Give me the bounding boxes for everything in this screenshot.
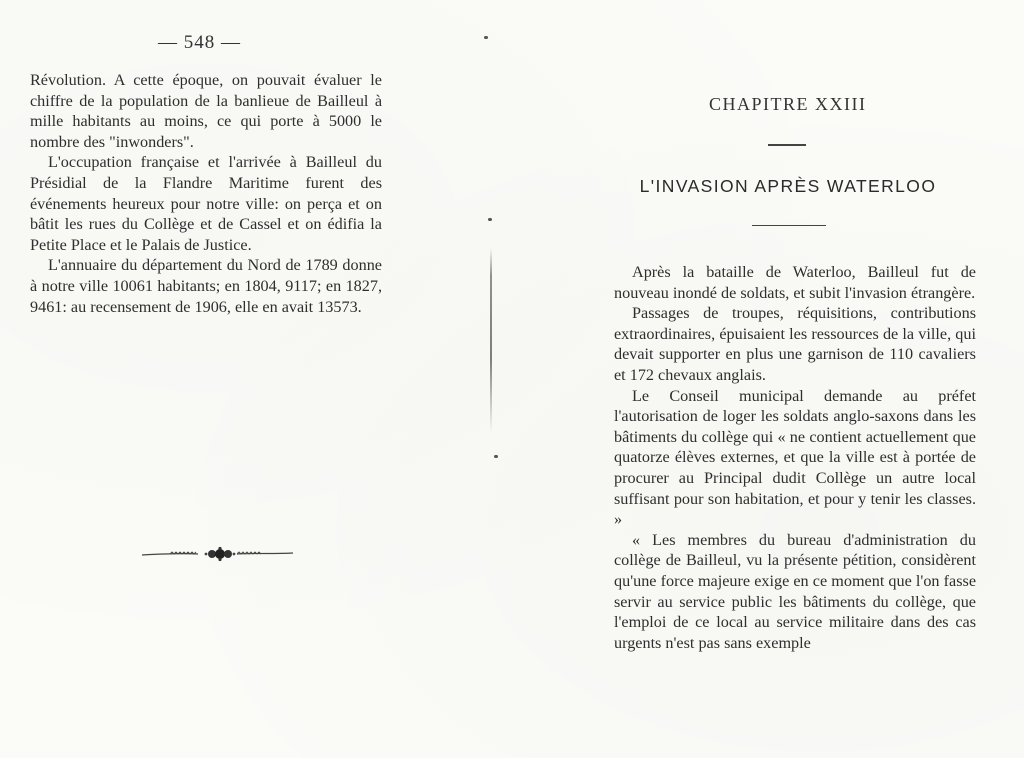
title-divider	[752, 225, 826, 226]
paragraph: Le Conseil municipal demande au préfet l'autorisation de loger les soldats anglo-saxons dans les bâtiments du collège qui « ne contient actuellement que quatorze élèves externes, et que la ville est à portée de procurer au Principal dudit Collège un autre local suffisant pour son habitation, et pour y tenir les classes. »	[614, 386, 976, 529]
paragraph: Passages de troupes, réquisitions, contributions extraordinaires, épuisaient les ressources de la ville, qui devait supporter en plus une garnison de 110 cavaliers et 172 chevaux anglais.	[614, 304, 976, 384]
paragraph: L'occupation française et l'arrivée à Bailleul du Présidial de la Flandre Maritime furent des événements heureux pour notre ville: on perça et on bâtit les rues du Collège et de Cassel et on édifia la Petite Place et le Palais de Justice.	[30, 153, 382, 254]
chapter-title: L'INVASION APRÈS WATERLOO	[639, 176, 937, 196]
gutter-mark	[484, 36, 488, 39]
left-page-body	[30, 70, 382, 317]
paragraph: Après la bataille de Waterloo, Bailleul fut de nouveau inondé de soldats, et subit l'invasion étrangère.	[614, 263, 976, 302]
paragraph: « Les membres du bureau d'administration du collège de Bailleul, vu la présente pétition, considèrent qu'une force majeure exige en ce moment que l'on fasse servir au service public les bâtiments du collège, que l'emploi de ce local au service militaire dans des cas urgents n'est pas sans exemple	[614, 530, 976, 652]
gutter-mark	[494, 455, 498, 458]
chapter-divider	[768, 144, 806, 146]
left-page	[0, 0, 480, 758]
right-page-body	[614, 262, 976, 653]
paragraph: Révolution. A cette époque, on pouvait évaluer le chiffre de la population de la banlieue de Bailleul à mille habitants au moins, ce qui porte à 5000 le nombre des "inwonders".	[30, 71, 382, 151]
chapter-label: CHAPITRE XXIII	[709, 94, 867, 114]
gutter-mark	[488, 218, 492, 221]
ornament-icon	[140, 545, 295, 563]
paragraph: L'annuaire du département du Nord de 1789 donne à notre ville 10061 habitants; en 1804, 9117; en 1827, 9461: au recensement de 1906, elle en avait 13573.	[30, 256, 382, 316]
page-number: — 548 —	[158, 32, 241, 53]
gutter-crease	[490, 248, 492, 432]
